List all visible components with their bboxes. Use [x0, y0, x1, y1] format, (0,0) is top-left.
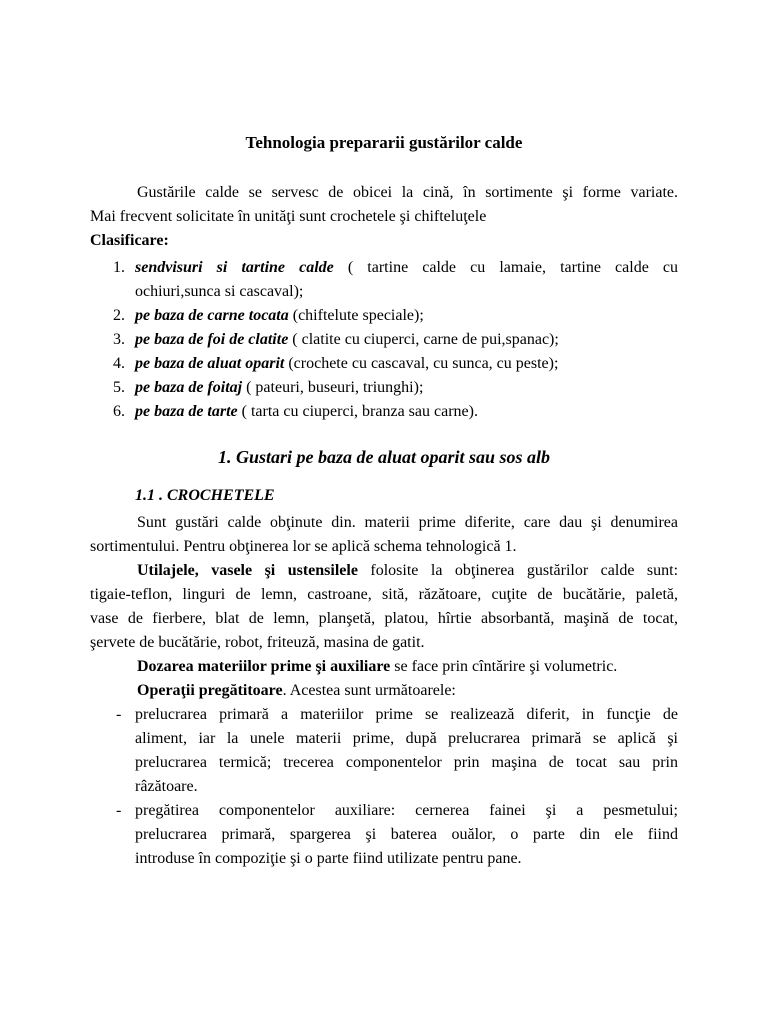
dozarea-bold: Dozarea materiilor prime şi auxiliare [137, 658, 391, 675]
list-item-desc: ( tartine calde cu lamaie, tartine calde cu [333, 259, 679, 276]
utilaje-paragraph [90, 559, 678, 583]
list-number: 4. [113, 355, 125, 372]
crochete-body [90, 511, 678, 703]
list-line: pregătirea componentelor auxiliare: cernerea fainei şi a pesmetului; [135, 802, 678, 819]
subsection-heading: 1.1 . CROCHETELE [135, 487, 275, 504]
list-number: 3. [113, 331, 125, 348]
list-item [90, 352, 678, 376]
list-item [90, 703, 678, 799]
list-line: introduse în compoziţie şi o parte fiind utilizate pentru pane. [135, 850, 522, 867]
list-number: 5. [113, 379, 125, 396]
classification-list [90, 256, 678, 424]
list-item-name: pe baza de foitaj [135, 379, 243, 396]
list-item-desc: (chiftelute speciale); [288, 307, 424, 324]
list-item-desc: ( clatite cu ciuperci, carne de pui,spanac); [288, 331, 559, 348]
operatii-bold: Operaţii pregătitoare [137, 682, 283, 699]
paragraph-line: şervete de bucătărie, robot, friteuză, masina de gatit. [90, 634, 425, 651]
classification-label: Clasificare: [90, 232, 169, 249]
operatii-paragraph [90, 679, 678, 703]
utilaje-bold: Utilajele, vasele şi ustensilele [137, 562, 358, 579]
list-number: 6. [113, 403, 125, 420]
paragraph-text: folosite la obţinerea gustărilor calde sunt: [357, 562, 679, 579]
paragraph-text: se face prin cîntărire şi volumetric. [390, 658, 618, 675]
paragraph-line: tigaie-teflon, linguri de lemn, castroane, sită, răzătoare, cuţite de bucătărie, paletă, [90, 586, 678, 603]
paragraph-text: . Acestea sunt următoarele: [282, 682, 456, 699]
document-title: Tehnologia prepararii gustărilor calde [245, 133, 523, 152]
section-heading: 1. Gustari pe baza de aluat oparit sau sos alb [218, 447, 551, 467]
list-line: prelucrarea primară a materiilor prime se realizează diferit, in funcţie de [135, 706, 678, 723]
list-item-desc: ( pateuri, buseuri, triunghi); [242, 379, 424, 396]
operations-list [90, 703, 678, 871]
list-item-name: pe baza de aluat oparit [135, 355, 285, 372]
list-item [90, 304, 678, 328]
list-line: prelucrarea primară, spargerea şi baterea ouălor, o parte din ele fiind [135, 826, 678, 843]
list-item [90, 328, 678, 352]
dozarea-paragraph [90, 655, 678, 679]
list-item-name: pe baza de foi de clatite [135, 331, 289, 348]
intro-paragraph [90, 181, 678, 253]
intro-line: Gustările calde se servesc de obicei la cină, în sortimente şi forme variate. [137, 184, 678, 201]
list-item-name: pe baza de tarte [135, 403, 238, 420]
list-item-desc: (crochete cu cascaval, cu sunca, cu peste); [284, 355, 559, 372]
list-line: aliment, iar la unele materii prime, după prelucrarea primară se aplică şi [135, 730, 678, 747]
list-item [90, 376, 678, 400]
list-item-desc: ochiuri,sunca si cascaval); [135, 283, 304, 300]
paragraph-line: sortimentului. Pentru obţinerea lor se aplică schema tehnologică 1. [90, 538, 517, 555]
list-line: prelucrarea termică; trecerea componentelor prin maşina de tocat sau prin [135, 754, 678, 771]
bullet-marker: - [116, 706, 122, 723]
list-number: 2. [113, 307, 125, 324]
paragraph-line: vase de fierbere, blat de lemn, planşetă, platou, hîrtie absorbantă, maşină de tocat, [90, 610, 678, 627]
list-item [90, 256, 678, 304]
intro-line: Mai frecvent solicitate în unităţi sunt crochetele şi chifteluţele [90, 208, 487, 225]
list-item-name: sendvisuri si tartine calde [135, 259, 334, 276]
list-item [90, 400, 678, 424]
paragraph-line: Sunt gustări calde obţinute din. materii prime diferite, care dau şi denumirea [137, 514, 678, 531]
list-item-desc: ( tarta cu ciuperci, branza sau carne). [237, 403, 478, 420]
list-item-name: pe baza de carne tocata [135, 307, 289, 324]
list-number: 1. [113, 259, 125, 276]
list-item [90, 799, 678, 871]
list-line: râzătoare. [135, 778, 198, 795]
bullet-marker: - [116, 802, 122, 819]
